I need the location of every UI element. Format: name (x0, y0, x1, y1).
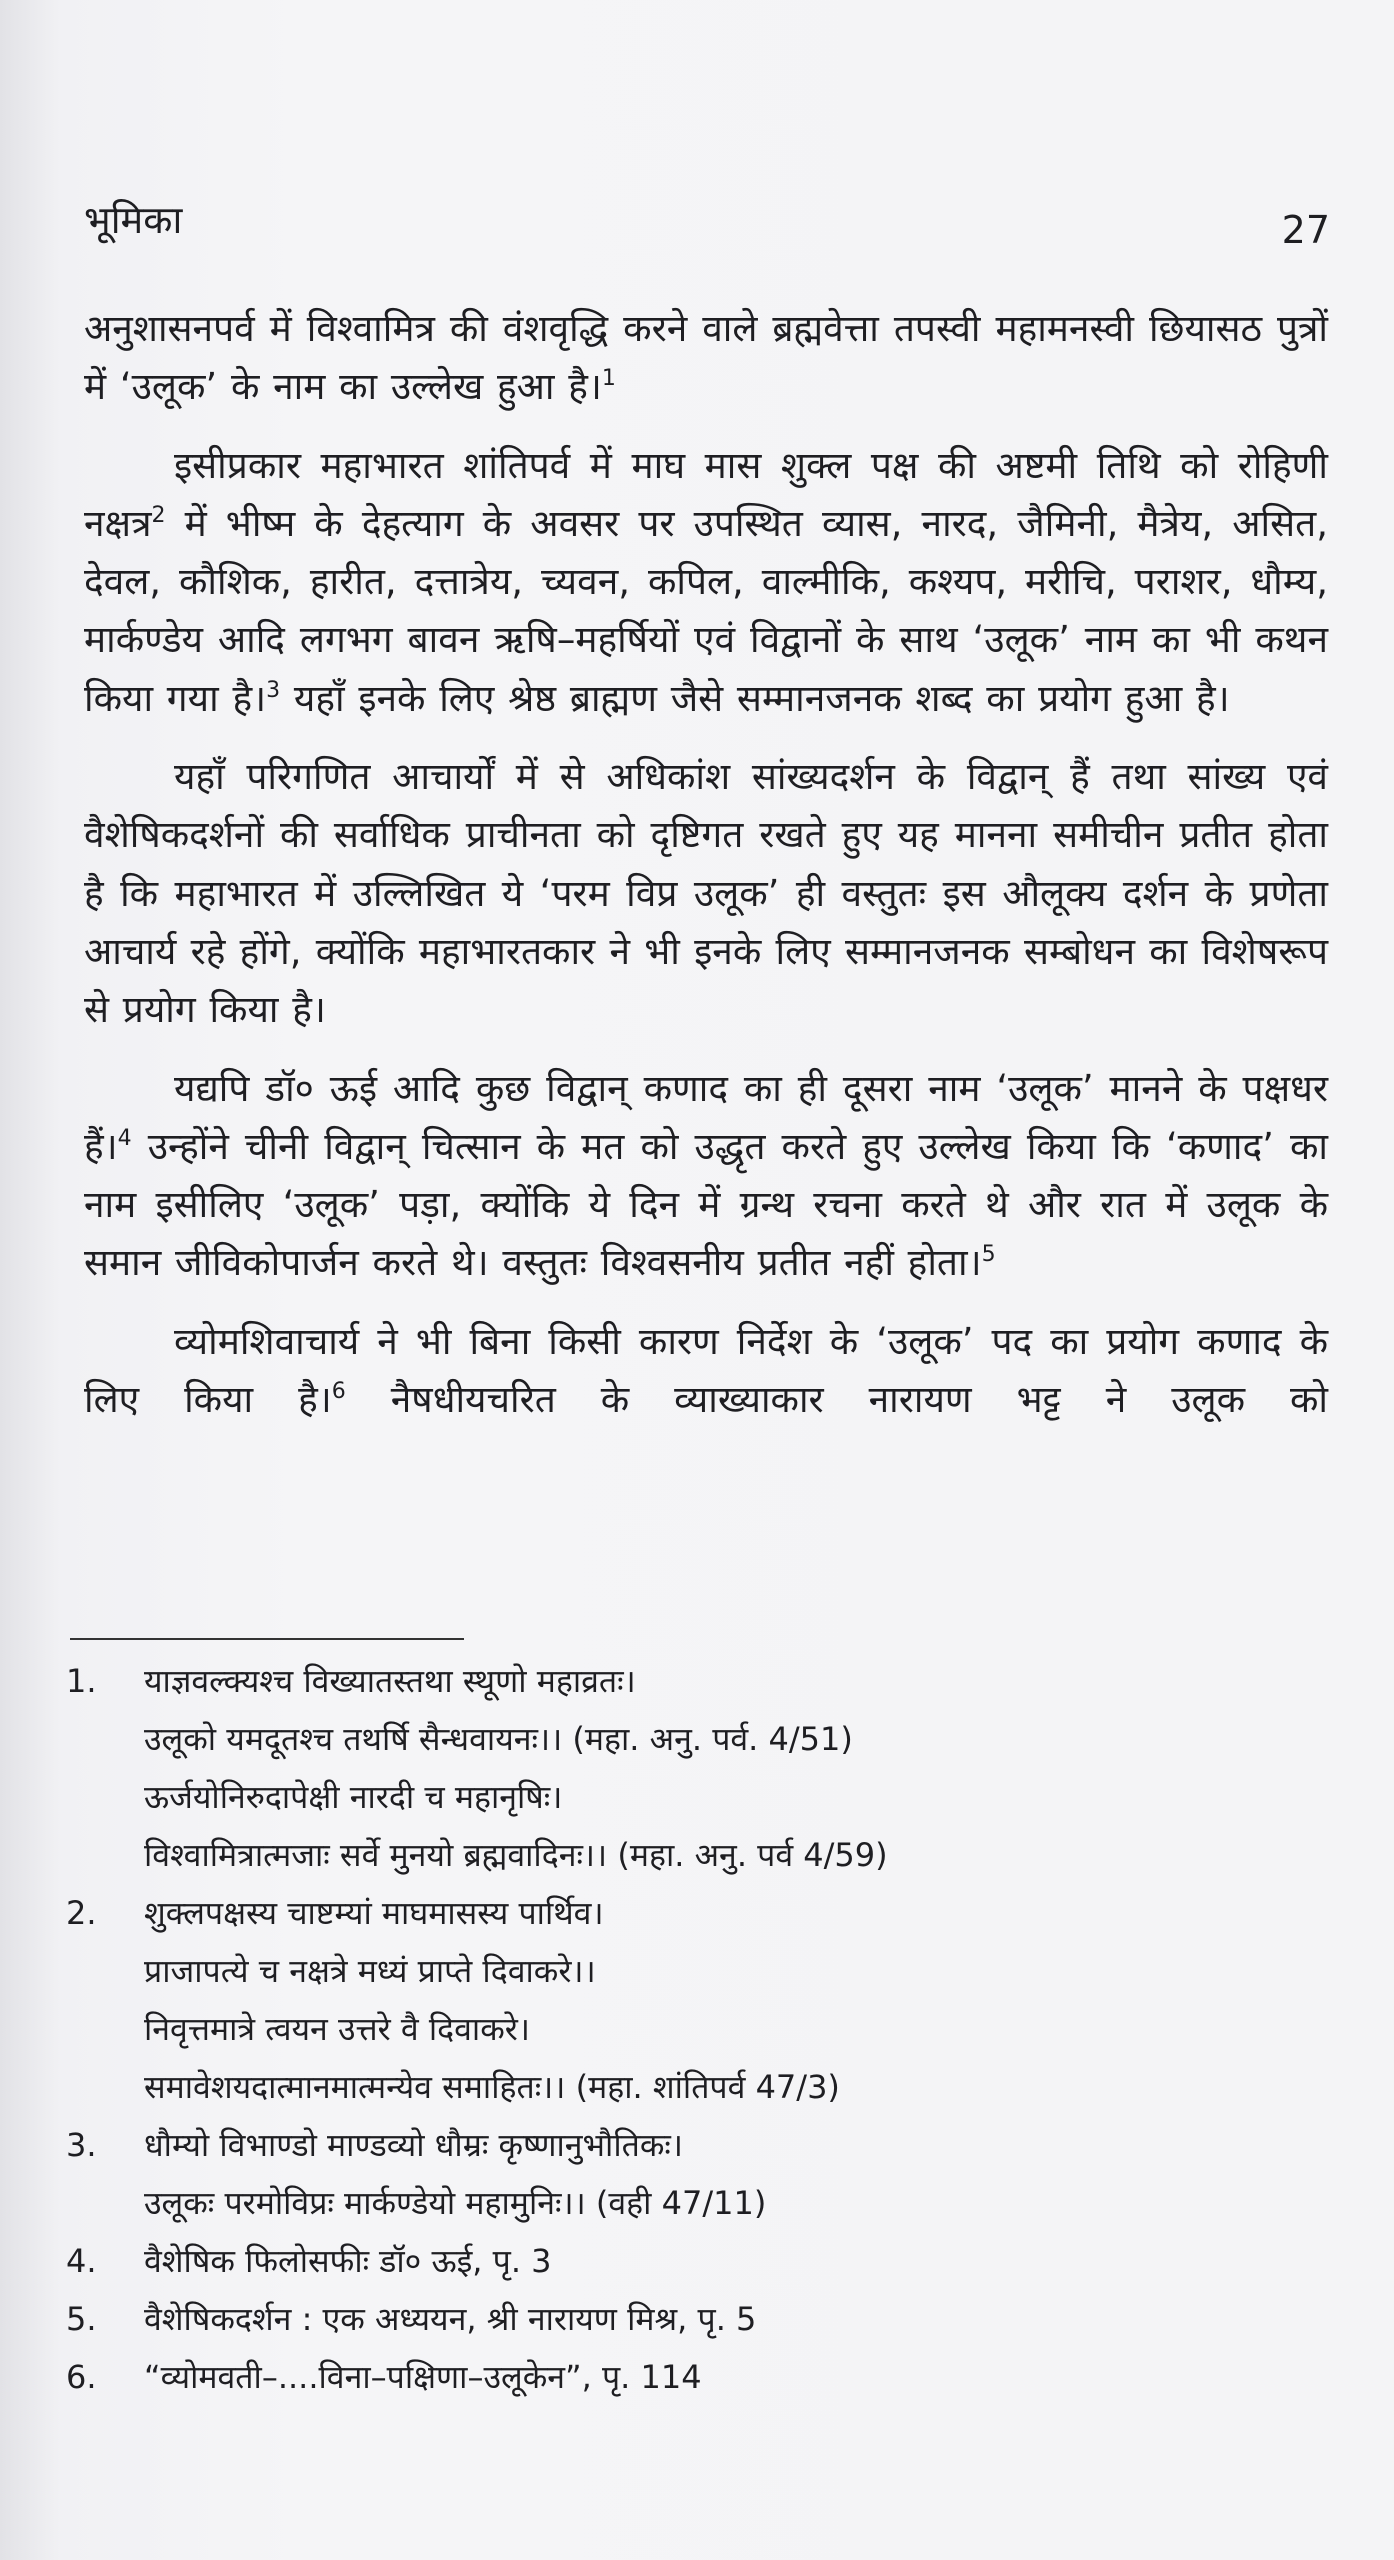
footnote-number: 6. (66, 2358, 97, 2396)
footnote-ref-4: 4 (117, 1125, 132, 1151)
footnote-line: उलूको यमदूतश्च तथर्षि सैन्धवायनः।। (महा. अनु. पर्व. 4/51) (144, 1720, 853, 1758)
footnote-line: विश्वामित्रात्मजाः सर्वे मुनयो ब्रह्मवादिनः।। (महा. अनु. पर्व 4/59) (144, 1836, 888, 1874)
footnote-number: 2. (66, 1894, 97, 1932)
page-header (84, 190, 1330, 250)
footnote-line: वैशेषिकदर्शन : एक अध्ययन, श्री नारायण मिश्र, पृ. 5 (144, 2300, 757, 2338)
footnote-line: निवृत्तमात्रे त्वयन उत्तरे वै दिवाकरे। (144, 2010, 531, 2048)
paragraph-text: यद्यपि डॉ० ऊई आदि कुछ विद्वान् कणाद का ही दूसरा नाम ‘उलूक’ मानने के पक्षधर हैं। (84, 1066, 1328, 1168)
body-text (84, 300, 1328, 1429)
footnote-5 (66, 2290, 1266, 2348)
paragraph-text: व्योमशिवाचार्य ने भी बिना किसी कारण निर्देश के ‘उलूक’ पद का प्रयोग कणाद के लिए किया है। (84, 1319, 1328, 1422)
running-head: भूमिका (84, 198, 183, 242)
paragraph-text: यहाँ परिगणित आचार्यों में से अधिकांश सांख्यदर्शन के विद्वान् हैं तथा सांख्य एवं वैशेषिकदर्शनों की सर्वाधिक प्राचीनता को दृष्टिगत रखते हुए यह मानना समीचीन प्रतीत होता है कि महाभारत में उल्लिखित ये ‘परम विप्र उलूक’ ही वस्तुतः इस औलूक्य दर्शन के प्रणेता आचार्य रहे होंगे, क्योंकि महाभारतकार ने भी इनके लिए सम्मानजनक सम्बोधन का विशेषरूप से प्रयोग किया है। (84, 755, 1328, 1032)
footnote-line: प्राजापत्ये च नक्षत्रे मध्यं प्राप्ते दिवाकरे।। (144, 1952, 596, 1990)
paragraph-text: में भीष्म के देहत्याग के अवसर पर उपस्थित व्यास, नारद, जैमिनी, मैत्रेय, असित, देवल, कौशिक, हारीत, दत्तात्रेय, च्यवन, कपिल, वाल्मीकि, कश्यप, मरीचि, पराशर, धौम्य, मार्कण्डेय आदि लगभग बावन ऋषि–महर्षियों एवं विद्वानों के साथ ‘उलूक’ नाम का भी कथन किया गया है। (84, 501, 1328, 720)
footnote-ref-6: 6 (331, 1379, 346, 1405)
footnote-number: 5. (66, 2300, 97, 2338)
footnote-line: ऊर्जयोनिरुदापेक्षी नारदी च महानृषिः। (144, 1778, 563, 1816)
footnote-6 (66, 2348, 1266, 2406)
footnote-line: वैशेषिक फिलोसफीः डॉ० ऊई, पृ. 3 (144, 2242, 552, 2280)
footnote-line: समावेशयदात्मानमात्मन्येव समाहितः।। (महा. शांतिपर्व 47/3) (144, 2068, 840, 2106)
footnote-3 (66, 2116, 1266, 2232)
footnote-separator (70, 1638, 464, 1640)
footnote-ref-2: 2 (151, 502, 166, 528)
footnote-number: 3. (66, 2126, 97, 2164)
paragraph-text: अनुशासनपर्व में विश्वामित्र की वंशवृद्धि करने वाले ब्रह्मवेत्ता तपस्वी महामनस्वी छियासठ पुत्रों में ‘उलूक’ के नाम का उल्लेख हुआ है। (84, 307, 1328, 409)
footnote-1 (66, 1652, 1266, 1884)
footnote-ref-1: 1 (601, 366, 616, 392)
footnote-2 (66, 1884, 1266, 2116)
footnote-line: “व्योमवती–....विना–पक्षिणा–उलूकेन”, पृ. 114 (144, 2358, 702, 2396)
paragraph-text: नैषधीयचरित के व्याख्याकार नारायण भट्ट ने उलूक को (345, 1378, 1328, 1422)
footnotes (66, 1652, 1266, 2406)
paragraph-5 (84, 1313, 1328, 1430)
paragraph-3 (84, 748, 1328, 1039)
paragraph-text: इसीप्रकार महाभारत शांतिपर्व में माघ मास शुक्ल पक्ष की अष्टमी तिथि को रोहिणी नक्षत्र (84, 443, 1328, 545)
paragraph-text: यहाँ इनके लिए श्रेष्ठ ब्राह्मण जैसे सम्मानजनक शब्द का प्रयोग हुआ है। (280, 676, 1230, 720)
paragraph-1 (84, 300, 1328, 417)
footnote-4 (66, 2232, 1266, 2290)
footnote-ref-3: 3 (266, 677, 281, 703)
footnote-line: याज्ञवल्क्यश्च विख्यातस्तथा स्थूणो महाव्रतः। (144, 1662, 636, 1700)
paragraph-2 (84, 437, 1328, 728)
paragraph-text: उन्होंने चीनी विद्वान् चित्सान के मत को उद्धृत करते हुए उल्लेख किया कि ‘कणाद’ का नाम इसीलिए ‘उलूक’ पड़ा, क्योंकि ये दिन में ग्रन्थ रचना करते थे और रात में उलूक के समान जीविकोपार्जन करते थे। वस्तुतः विश्वसनीय प्रतीत नहीं होता। (84, 1124, 1328, 1285)
paragraph-4 (84, 1060, 1328, 1293)
page-number: 27 (1281, 208, 1330, 252)
footnote-ref-5: 5 (981, 1242, 996, 1268)
footnote-line: उलूकः परमोविप्रः मार्कण्डेयो महामुनिः।। (वही 47/11) (144, 2184, 767, 2222)
footnote-line: धौम्यो विभाण्डो माण्डव्यो धौम्रः कृष्णानुभौतिकः। (144, 2126, 684, 2164)
footnote-number: 4. (66, 2242, 97, 2280)
footnote-number: 1. (66, 1662, 97, 1700)
footnote-line: शुक्लपक्षस्य चाष्टम्यां माघमासस्य पार्थिव। (144, 1894, 604, 1932)
